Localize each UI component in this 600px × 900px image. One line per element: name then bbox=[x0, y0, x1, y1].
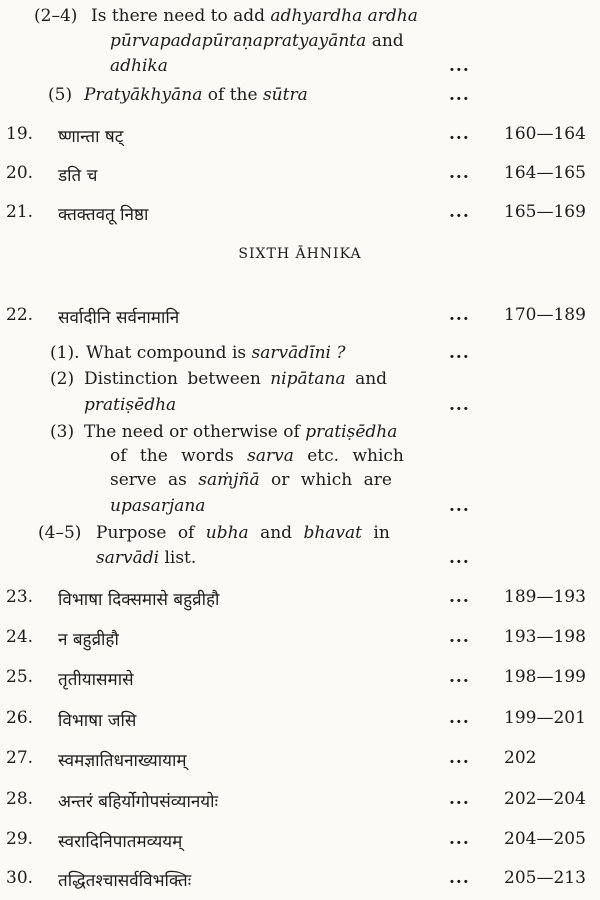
leader-dots: ... bbox=[449, 124, 470, 144]
entry-pages: 160—164 bbox=[504, 124, 586, 144]
leader-dots: ... bbox=[449, 789, 470, 809]
entry-pages: 204—205 bbox=[504, 829, 586, 849]
entry-sutra: विभाषा जसि bbox=[58, 711, 137, 731]
entry-sutra: स्वरादिनिपातमव्ययम् bbox=[58, 832, 183, 852]
subentry-term: ubha bbox=[205, 523, 249, 543]
entry-sutra: ष्णान्ता षट् bbox=[58, 127, 124, 147]
subentry-term: pratiṣēdha bbox=[84, 395, 177, 415]
subentry-text: or which are bbox=[271, 470, 392, 490]
section-heading: SIXTH ĀHNIKA bbox=[238, 246, 362, 262]
subentry-text: list. bbox=[164, 548, 197, 568]
leader-dots: ... bbox=[449, 868, 470, 888]
leader-dots: ... bbox=[449, 708, 470, 728]
entry-number: 27. bbox=[6, 748, 34, 768]
subentry-term: bhavat bbox=[303, 523, 363, 543]
subentry-term: Pratyākhyāna bbox=[84, 85, 203, 105]
entry-sutra: सर्वादीनि सर्वनामानि bbox=[58, 308, 180, 328]
subentry-term: saṁjñā bbox=[198, 470, 260, 490]
entry-sutra: डति च bbox=[58, 166, 98, 186]
entry-pages: 199—201 bbox=[504, 708, 586, 728]
entry-pages: 165—169 bbox=[504, 202, 586, 222]
subentry-label: (1). bbox=[50, 343, 80, 363]
leader-dots: ... bbox=[449, 163, 470, 183]
leader-dots: ... bbox=[449, 395, 470, 415]
subentry-text: The need or otherwise of bbox=[84, 422, 300, 442]
entry-number: 28. bbox=[6, 789, 34, 809]
leader-dots: ... bbox=[449, 748, 470, 768]
subentry-text: etc. which bbox=[307, 446, 404, 466]
subentry-term: pratiṣēdha bbox=[305, 422, 398, 442]
subentry-term: sarvādīni ? bbox=[251, 343, 346, 363]
subentry-label: (2) bbox=[50, 369, 75, 389]
subentry-term: pūrvapadapūraṇapratyayānta bbox=[110, 31, 367, 51]
subentry-text: and bbox=[355, 369, 388, 389]
entry-number: 21. bbox=[6, 202, 34, 222]
subentry-text: and bbox=[260, 523, 293, 543]
entry-pages: 205—213 bbox=[504, 868, 586, 888]
entry-sutra: न बहुव्रीहौ bbox=[58, 630, 119, 650]
entry-number: 26. bbox=[6, 708, 34, 728]
subentry-term: nipātana bbox=[270, 369, 346, 389]
subentry-text: Purpose of bbox=[96, 523, 195, 543]
entry-sutra: विभाषा दिक्समासे बहुव्रीहौ bbox=[58, 590, 220, 610]
subentry-text: Distinction between bbox=[84, 369, 261, 389]
entry-number: 22. bbox=[6, 305, 34, 325]
subentry-text: of the words bbox=[110, 446, 234, 466]
entry-number: 25. bbox=[6, 667, 34, 687]
subentry-term: sarvādi bbox=[96, 548, 160, 568]
entry-pages: 202 bbox=[504, 748, 537, 768]
entry-number: 20. bbox=[6, 163, 34, 183]
subentry-text: Is there need to add bbox=[91, 6, 266, 26]
entry-number: 30. bbox=[6, 868, 34, 888]
entry-sutra: तद्धितश्चासर्वविभक्तिः bbox=[58, 871, 192, 891]
subentry-text: serve as bbox=[110, 470, 187, 490]
subentry-term: upasarjana bbox=[110, 496, 206, 516]
subentry-label: (3) bbox=[50, 422, 75, 442]
entry-pages: 170—189 bbox=[504, 305, 586, 325]
entry-pages: 193—198 bbox=[504, 627, 586, 647]
leader-dots: ... bbox=[449, 829, 470, 849]
leader-dots: ... bbox=[449, 587, 470, 607]
entry-sutra: स्वमज्ञातिधनाख्यायाम् bbox=[58, 751, 187, 771]
leader-dots: ... bbox=[449, 667, 470, 687]
leader-dots: ... bbox=[449, 305, 470, 325]
subentry-term: sarva bbox=[247, 446, 294, 466]
entry-sutra: तृतीयासमासे bbox=[58, 670, 134, 690]
subentry-text: and bbox=[371, 31, 404, 51]
entry-pages: 189—193 bbox=[504, 587, 586, 607]
subentry-term: adhika bbox=[110, 56, 168, 76]
entry-pages: 164—165 bbox=[504, 163, 586, 183]
subentry-text: of the bbox=[207, 85, 258, 105]
subentry-label: (4–5) bbox=[38, 523, 82, 543]
entry-number: 23. bbox=[6, 587, 34, 607]
subentry-term: adhyardha ardha bbox=[270, 6, 418, 26]
entry-number: 29. bbox=[6, 829, 34, 849]
entry-number: 24. bbox=[6, 627, 34, 647]
entry-sutra: अन्तरं बहिर्योगोपसंव्यानयोः bbox=[58, 792, 219, 812]
subentry-text: in bbox=[373, 523, 390, 543]
entry-pages: 198—199 bbox=[504, 667, 586, 687]
leader-dots: ... bbox=[449, 343, 470, 363]
subentry-label: (2–4) bbox=[34, 6, 78, 26]
entry-number: 19. bbox=[6, 124, 34, 144]
entry-sutra: क्तक्तवतू निष्ठा bbox=[58, 205, 149, 225]
leader-dots: ... bbox=[449, 56, 470, 76]
leader-dots: ... bbox=[449, 627, 470, 647]
leader-dots: ... bbox=[449, 202, 470, 222]
leader-dots: ... bbox=[449, 548, 470, 568]
subentry-label: (5) bbox=[48, 85, 73, 105]
subentry-term: sūtra bbox=[262, 85, 308, 105]
subentry-text: What compound is bbox=[86, 343, 247, 363]
leader-dots: ... bbox=[449, 85, 470, 105]
entry-pages: 202—204 bbox=[504, 789, 586, 809]
leader-dots: ... bbox=[449, 496, 470, 516]
